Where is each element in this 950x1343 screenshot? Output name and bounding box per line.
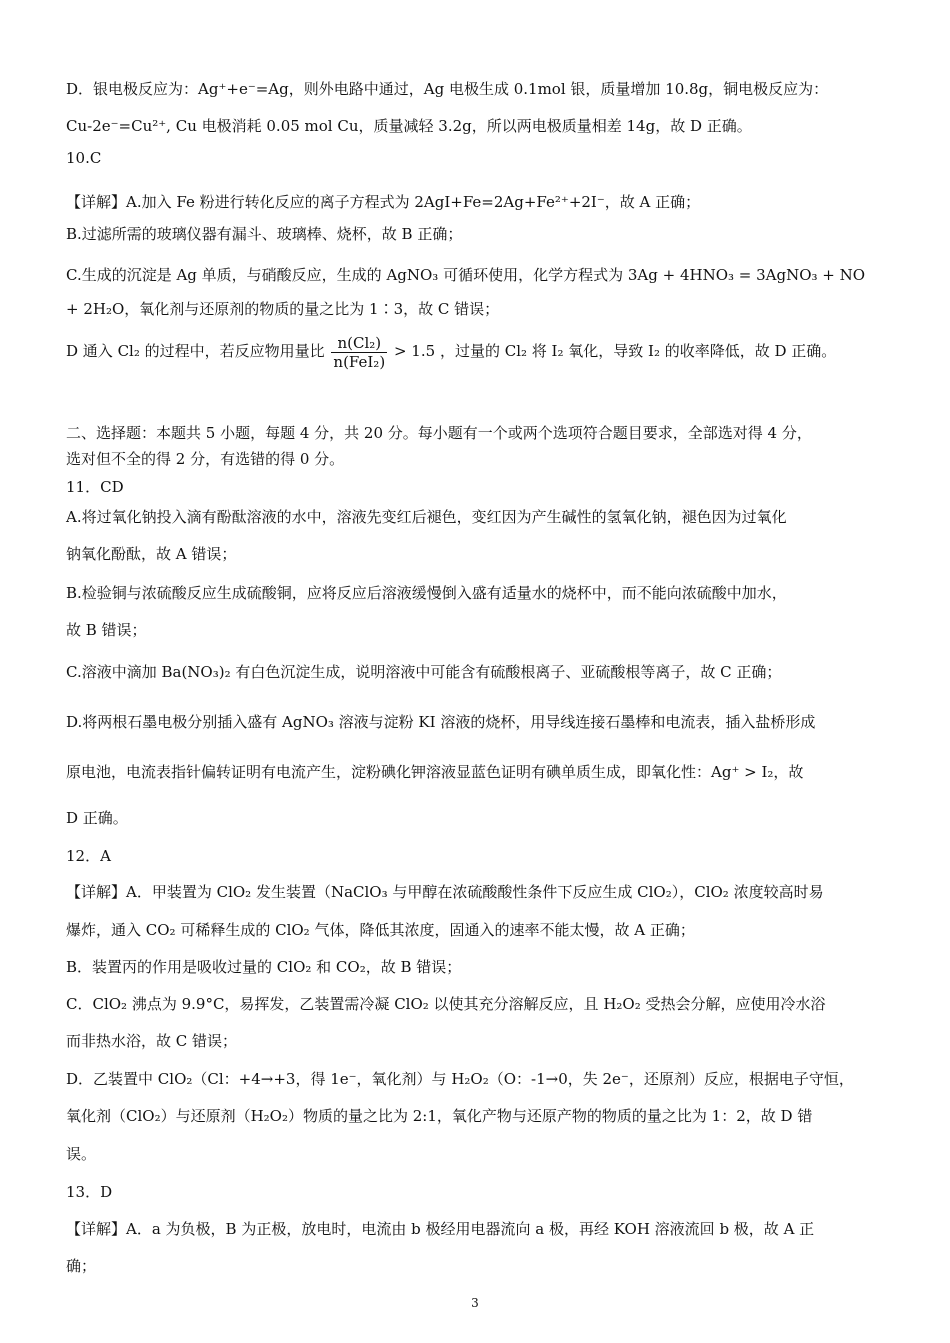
text-line: C.生成的沉淀是 Ag 单质，与硝酸反应，生成的 AgNO₃ 可循环使用，化学方程式为 3Ag + 4HNO₃ = 3AgNO₃ + NO — [66, 266, 866, 284]
text-line: 而非热水浴，故 C 错误； — [66, 1032, 238, 1050]
text-line: 【详解】A．a 为负极，B 为正极，放电时，电流由 b 极经用电器流向 a 极，再经 KOH 溶液流回 b 极，故 A 正 — [66, 1220, 815, 1238]
text-line: D．银电极反应为：Ag⁺+e⁻=Ag，则外电路中通过，Ag 电极生成 0.1mol 银，质量增加 10.8g，铜电极反应为： — [66, 80, 829, 98]
question-number: 11．CD — [66, 478, 124, 496]
mole-ratio-fraction — [331, 334, 387, 371]
text-line: A.将过氧化钠投入滴有酚酞溶液的水中，溶液先变红后褪色，变红因为产生碱性的氢氧化钠，褪色因为过氧化 — [66, 508, 787, 526]
text-line: 爆炸，通入 CO₂ 可稀释生成的 ClO₂ 气体，降低其浓度，固通入的速率不能太慢，故 A 正确； — [66, 921, 695, 939]
text-line: B．装置丙的作用是吸收过量的 ClO₂ 和 CO₂，故 B 错误； — [66, 958, 462, 976]
text-line: D．乙装置中 ClO₂（Cl：+4→+3，得 1e⁻，氧化剂）与 H₂O₂（O：-1→0，失 2e⁻，还原剂）反应，根据电子守恒， — [66, 1070, 854, 1088]
question-number: 10.C — [66, 149, 102, 167]
text-line: C.溶液中滴加 Ba(NO₃)₂ 有白色沉淀生成，说明溶液中可能含有硫酸根离子、亚硫酸根等离子，故 C 正确； — [66, 663, 782, 681]
text-line: 误。 — [66, 1145, 97, 1163]
text-line: D.将两根石墨电极分别插入盛有 AgNO₃ 溶液与淀粉 KI 溶液的烧杯，用导线连接石墨棒和电流表，插入盐桥形成 — [66, 713, 816, 731]
text-line: B.检验铜与浓硫酸反应生成硫酸铜，应将反应后溶液缓慢倒入盛有适量水的烧杯中，而不能向浓硫酸中加水， — [66, 584, 787, 602]
text-line: D 正确。 — [66, 809, 128, 827]
text-line: C．ClO₂ 沸点为 9.9°C，易挥发，乙装置需冷凝 ClO₂ 以使其充分溶解反应，且 H₂O₂ 受热会分解，应使用冷水浴 — [66, 995, 826, 1013]
question-number: 12．A — [66, 847, 111, 865]
text-line: 钠氧化酚酞，故 A 错误； — [66, 545, 237, 563]
text-line: 【详解】A．甲装置为 ClO₂ 发生装置（NaClO₃ 与甲醇在浓硫酸酸性条件下反应生成 ClO₂），ClO₂ 浓度较高时易 — [66, 883, 824, 901]
text-line: 【详解】A.加入 Fe 粉进行转化反应的离子方程式为 2AgI+Fe=2Ag+Fe²⁺+2I⁻，故 A 正确； — [66, 193, 701, 211]
text-line: 原电池，电流表指针偏转证明有电流产生，淀粉碘化钾溶液显蓝色证明有碘单质生成，即氧化性：Ag⁺ > I₂，故 — [66, 763, 804, 781]
text-line: 氧化剂（ClO₂）与还原剂（H₂O₂）物质的量之比为 2:1，氧化产物与还原产物的物质的量之比为 1：2，故 D 错 — [66, 1107, 813, 1125]
text-line: 选对但不全的得 2 分，有选错的得 0 分。 — [66, 450, 345, 468]
fraction-numerator: n(Cl₂) — [331, 334, 387, 353]
fraction-denominator: n(FeI₂) — [333, 352, 386, 371]
text-line: Cu-2e⁻=Cu²⁺, Cu 电极消耗 0.05 mol Cu，质量减轻 3.2g，所以两电极质量相差 14g，故 D 正确。 — [66, 117, 752, 135]
text-line: + 2H₂O，氧化剂与还原剂的物质的量之比为 1∶3，故 C 错误； — [66, 300, 500, 318]
text-line: 故 B 错误； — [66, 621, 147, 639]
text-line: B.过滤所需的玻璃仪器有漏斗、玻璃棒、烧杯，故 B 正确； — [66, 225, 463, 243]
text-segment: D 通入 Cl₂ 的过程中，若反应物用量比 — [66, 342, 325, 360]
question-number: 13．D — [66, 1183, 113, 1201]
fraction-comparison: > 1.5 — [393, 342, 436, 360]
section-heading: 二、选择题：本题共 5 小题，每题 4 分，共 20 分。每小题有一个或两个选项符合题目要求，全部选对得 4 分， — [66, 424, 812, 442]
fraction-line — [66, 333, 836, 371]
text-line: 确； — [66, 1257, 97, 1275]
page-number: 3 — [471, 1296, 479, 1310]
text-segment: ，过量的 Cl₂ 将 I₂ 氧化，导致 I₂ 的收率降低，故 D 正确。 — [439, 342, 837, 360]
